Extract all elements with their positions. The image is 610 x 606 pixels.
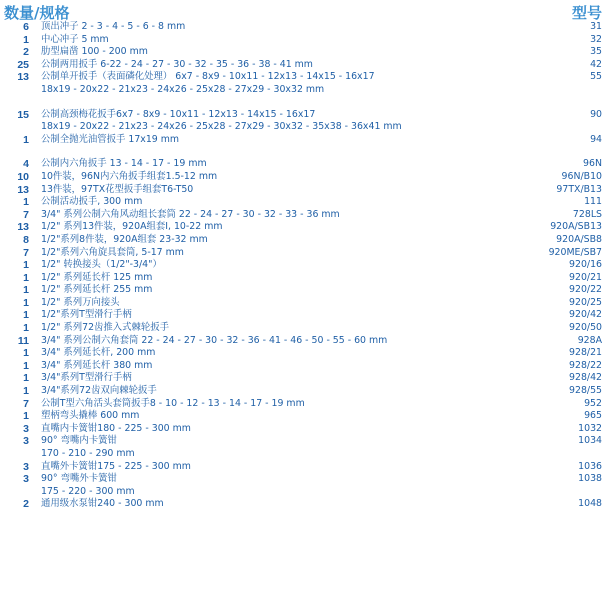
description-cell: 3/4" 系列公制六角套筒 22 - 24 - 27 - 30 - 32 - 36 - 41 - 46 - 50 - 55 - 60 mm: [41, 334, 388, 346]
quantity-cell: 1: [23, 410, 29, 423]
quantity-cell: 1: [23, 372, 29, 385]
model-header: 型号: [571, 4, 602, 22]
list-item: [0, 423, 610, 436]
quantity-cell: 13: [17, 71, 29, 84]
quantity-cell: 3: [23, 473, 29, 486]
description-cell: 90° 弯嘴外卡簧钳: [41, 473, 117, 485]
model-code-cell: 1036: [578, 460, 602, 472]
description-cell: 3/4"系列T型滑行手柄: [41, 372, 132, 384]
quantity-cell: 6: [23, 21, 29, 33]
list-item: [0, 158, 610, 171]
list-item: [0, 360, 610, 373]
description-cell: 90° 弯嘴内卡簧钳: [41, 435, 117, 447]
description-cell: 1/2"系列六角旋具套筒, 5-17 mm: [41, 246, 184, 258]
list-item: [0, 46, 610, 59]
description-cell: 直嘴内卡簧钳180 - 225 - 300 mm: [41, 422, 191, 434]
model-code-cell: 90: [590, 108, 602, 120]
model-code-cell: 928/22: [569, 359, 602, 371]
description-cell: 公制单开扳手（表面磷化处理） 6x7 - 8x9 - 10x11 - 12x13 - 14x15 - 16x17: [41, 71, 375, 83]
quantity-cell: 1: [23, 385, 29, 398]
model-code-cell: 928/21: [569, 347, 602, 359]
list-item: [0, 247, 610, 260]
description-cell: 直嘴外卡簧钳175 - 225 - 300 mm: [41, 460, 191, 472]
list-item: [0, 385, 610, 398]
description-cell: 3/4" 系列延长杆, 200 mm: [41, 347, 156, 359]
quantity-cell: 25: [17, 58, 29, 71]
description-cell: 170 - 210 - 290 mm: [41, 448, 135, 459]
description-cell: 1/2" 系列延长杆 125 mm: [41, 271, 153, 283]
description-cell: 10件装，96N内六角扳手组套1.5-12 mm: [41, 170, 218, 182]
quantity-cell: 2: [23, 46, 29, 59]
quantity-cell: 3: [23, 435, 29, 448]
quantity-cell: 11: [17, 334, 29, 347]
model-code-cell: 920/25: [569, 296, 602, 308]
quantity-cell: 13: [17, 183, 29, 196]
description-cell: 公制高颈梅花扳手6x7 - 8x9 - 10x11 - 12x13 - 14x15 - 16x17: [41, 108, 316, 120]
model-code-cell: 1038: [578, 473, 602, 485]
quantity-cell: 8: [23, 233, 29, 246]
list-item: [0, 121, 610, 134]
list-item: [0, 71, 610, 84]
model-code-cell: 1034: [578, 435, 602, 447]
quantity-cell: 1: [23, 259, 29, 272]
description-cell: 1/2" 系列72齿推入式棘轮扳手: [41, 322, 170, 334]
list-item: [0, 272, 610, 285]
description-cell: 中心冲子 5 mm: [41, 33, 109, 45]
description-cell: 3/4"系列72齿双向棘轮扳手: [41, 385, 157, 397]
model-code-cell: 920/42: [569, 309, 602, 321]
model-code-cell: 55: [590, 71, 602, 83]
model-code-cell: 928/55: [569, 385, 602, 397]
list-item: [0, 335, 610, 348]
quantity-spec-header: 数量/规格: [4, 4, 70, 22]
quantity-cell: 13: [17, 221, 29, 234]
list-item: [0, 234, 610, 247]
quantity-cell: 7: [23, 397, 29, 410]
model-code-cell: 42: [590, 58, 602, 70]
tool-list: [0, 21, 610, 511]
quantity-cell: 1: [23, 33, 29, 46]
quantity-cell: 7: [23, 246, 29, 259]
list-item: [0, 498, 610, 511]
model-code-cell: 920A/SB13: [550, 221, 602, 233]
list-item: [0, 184, 610, 197]
quantity-cell: 7: [23, 208, 29, 221]
description-cell: 1/2" 转换接头（1/2"-3/4"）: [41, 259, 162, 271]
quantity-cell: 1: [23, 359, 29, 372]
description-cell: 公制两用扳手 6-22 - 24 - 27 - 30 - 32 - 35 - 36 - 38 - 41 mm: [41, 58, 313, 70]
model-code-cell: 94: [590, 133, 602, 145]
model-code-cell: 31: [590, 21, 602, 32]
row-spacer: [0, 97, 610, 109]
description-cell: 塑柄弯头撬棒 600 mm: [41, 410, 140, 422]
list-item: [0, 398, 610, 411]
quantity-cell: 1: [23, 284, 29, 297]
model-code-cell: 920/21: [569, 271, 602, 283]
list-item: [0, 486, 610, 499]
description-cell: 18x19 - 20x22 - 21x23 - 24x26 - 25x28 - 27x29 - 30x32 mm: [41, 83, 325, 95]
list-item: [0, 410, 610, 423]
description-cell: 肋型扁凿 100 - 200 mm: [41, 46, 148, 58]
list-item: [0, 284, 610, 297]
model-code-cell: 928/42: [569, 372, 602, 384]
quantity-cell: 1: [23, 196, 29, 209]
list-item: [0, 461, 610, 474]
model-code-cell: 35: [590, 46, 602, 58]
description-cell: 公制全抛光油管扳手 17x19 mm: [41, 133, 180, 145]
list-item: [0, 59, 610, 72]
description-cell: 1/2"系列T型滑行手柄: [41, 309, 132, 321]
model-code-cell: 96N/B10: [561, 170, 602, 182]
list-item: [0, 309, 610, 322]
description-cell: 1/2" 系列延长杆 255 mm: [41, 284, 153, 296]
list-item: [0, 134, 610, 147]
list-item: [0, 196, 610, 209]
model-code-cell: 952: [584, 397, 602, 409]
description-cell: 公制活动扳手, 300 mm: [41, 196, 143, 208]
row-spacer: [0, 146, 610, 158]
model-code-cell: 920A/SB8: [556, 233, 602, 245]
list-item: [0, 448, 610, 461]
quantity-cell: 15: [17, 108, 29, 121]
description-cell: 3/4" 系列延长杆 380 mm: [41, 359, 153, 371]
description-cell: 顶出冲子 2 - 3 - 4 - 5 - 6 - 8 mm: [41, 21, 186, 32]
list-item: [0, 21, 610, 34]
quantity-cell: 1: [23, 347, 29, 360]
quantity-cell: 4: [23, 158, 29, 171]
description-cell: 1/2"系列8件装，920A组套 23-32 mm: [41, 233, 208, 245]
quantity-cell: 10: [17, 170, 29, 183]
model-code-cell: 32: [590, 33, 602, 45]
list-item: [0, 297, 610, 310]
list-item: [0, 84, 610, 97]
list-item: [0, 171, 610, 184]
model-code-cell: 1032: [578, 422, 602, 434]
list-item: [0, 347, 610, 360]
model-code-cell: 920/16: [569, 259, 602, 271]
model-code-cell: 920/22: [569, 284, 602, 296]
quantity-cell: 3: [23, 422, 29, 435]
description-cell: 1/2" 系列万向接头: [41, 296, 120, 308]
list-item: [0, 109, 610, 122]
quantity-cell: 2: [23, 498, 29, 511]
quantity-cell: 1: [23, 309, 29, 322]
model-code-cell: 96N: [583, 158, 602, 170]
model-code-cell: 728LS: [572, 208, 602, 220]
description-cell: 公制T型六角活头套筒扳手8 - 10 - 12 - 13 - 14 - 17 - 19 mm: [41, 397, 305, 409]
list-item: [0, 473, 610, 486]
model-code-cell: 1048: [578, 498, 602, 510]
quantity-cell: 3: [23, 460, 29, 473]
description-cell: 13件装，97TX花型扳手组套T6-T50: [41, 183, 194, 195]
description-cell: 3/4" 系列公制六角风动组长套筒 22 - 24 - 27 - 30 - 32 - 33 - 36 mm: [41, 208, 340, 220]
list-item: [0, 34, 610, 47]
list-item: [0, 209, 610, 222]
model-code-cell: 97TX/B13: [556, 183, 602, 195]
quantity-cell: 1: [23, 296, 29, 309]
list-item: [0, 372, 610, 385]
quantity-cell: 1: [23, 133, 29, 146]
description-cell: 18x19 - 20x22 - 21x23 - 24x26 - 25x28 - 27x29 - 30x32 - 35x38 - 36x41 mm: [41, 121, 402, 133]
list-item: [0, 322, 610, 335]
quantity-cell: 1: [23, 322, 29, 335]
list-item: [0, 435, 610, 448]
list-item: [0, 259, 610, 272]
model-code-cell: 928A: [577, 334, 602, 346]
description-cell: 公制内六角扳手 13 - 14 - 17 - 19 mm: [41, 158, 207, 170]
description-cell: 1/2" 系列13件装，920A组套I, 10-22 mm: [41, 221, 223, 233]
model-code-cell: 965: [584, 410, 602, 422]
quantity-cell: 1: [23, 271, 29, 284]
model-code-cell: 111: [584, 196, 602, 208]
model-code-cell: 920/50: [569, 322, 602, 334]
model-code-cell: 920ME/SB7: [548, 246, 602, 258]
list-item: [0, 221, 610, 234]
description-cell: 通用级水泵钳240 - 300 mm: [41, 498, 164, 510]
description-cell: 175 - 220 - 300 mm: [41, 485, 135, 497]
